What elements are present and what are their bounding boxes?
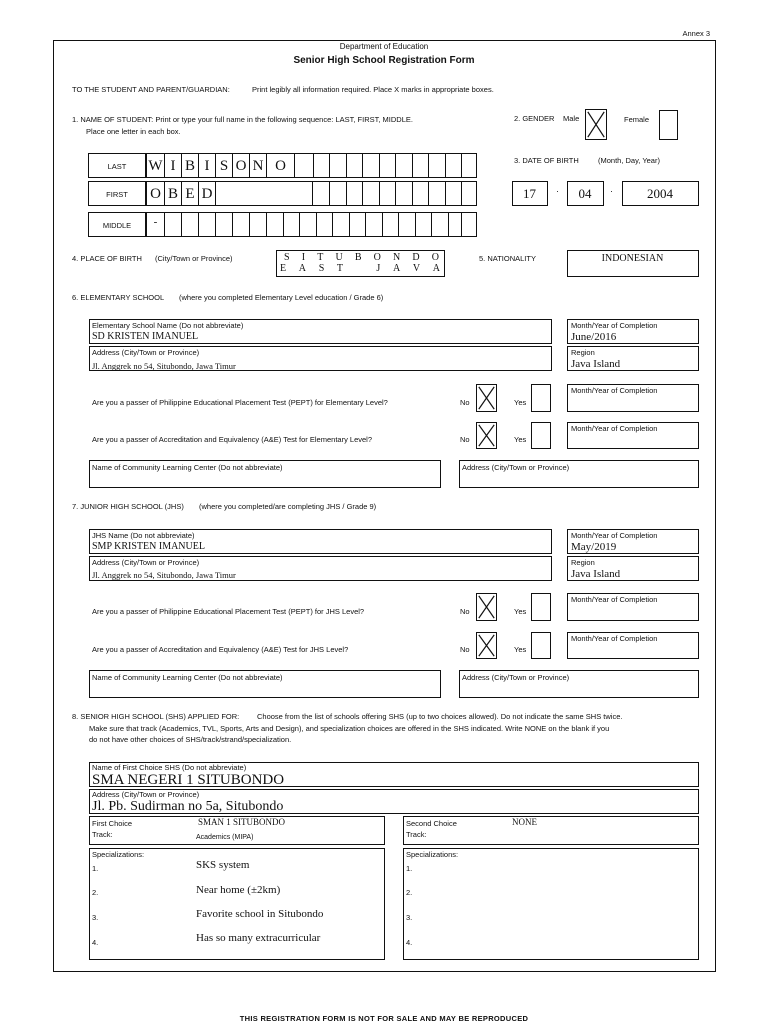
empty-cell — [396, 182, 413, 205]
last-name-label-box — [88, 153, 146, 178]
jhs-completion-label: Month/Year of Completion — [571, 531, 658, 540]
pob-box[interactable] — [276, 250, 445, 277]
empty-cell — [216, 182, 313, 205]
elem-pept-year-label: Month/Year of Completion — [571, 386, 658, 395]
spec-number: 3. — [92, 913, 99, 922]
jhs-completion-box[interactable] — [567, 529, 699, 554]
shs-section-label: 8. SENIOR HIGH SCHOOL (SHS) APPLIED FOR: — [72, 712, 240, 721]
pob-letter: O — [431, 252, 439, 263]
last-letter: W — [147, 154, 165, 177]
pob-letter: S — [284, 252, 290, 263]
shs-second-specs-box[interactable] — [403, 848, 699, 960]
empty-cell — [199, 213, 216, 236]
jhs-clc-address-label: Address (City/Town or Province) — [462, 673, 570, 682]
empty-cell — [216, 213, 233, 236]
jhs-pept-year-box[interactable] — [567, 593, 699, 621]
jhs-clc-box[interactable] — [89, 670, 441, 698]
spec-number: 3. — [406, 913, 413, 922]
spec-text: SKS system — [196, 859, 250, 871]
name-section-label: 1. NAME OF STUDENT: Print or type your full name in the following sequence: LAST, FIRST, MIDDLE. — [72, 115, 413, 124]
gender-male-label: Male — [563, 114, 580, 123]
elem-pept-no-checkbox[interactable] — [476, 384, 497, 412]
shs-first-choice-label: First Choice — [92, 819, 133, 828]
first-name-boxes[interactable] — [146, 181, 477, 206]
elem-address-value: Jl. Anggrek no 54, Situbondo, Jawa Timur — [92, 361, 236, 371]
pob-letter: O — [373, 252, 381, 263]
last-letter: I — [199, 154, 216, 177]
form-title: Senior High School Registration Form — [293, 55, 475, 66]
elem-pept-question: Are you a passer of Philippine Educational Placement Test (PEPT) for Elementary Level? — [92, 398, 388, 407]
jhs-pept-year-label: Month/Year of Completion — [571, 595, 658, 604]
gender-male-checkbox[interactable] — [585, 109, 607, 140]
empty-cell — [366, 213, 383, 236]
jhs-ae-question: Are you a passer of Accreditation and Equivalency (A&E) Test for JHS Level? — [92, 645, 349, 654]
empty-cell — [330, 182, 347, 205]
elem-pept-year-box[interactable] — [567, 384, 699, 412]
jhs-name-value: SMP KRISTEN IMANUEL — [92, 541, 205, 552]
dob-month: 04 — [578, 186, 592, 201]
instructions-text: Print legibly all information required. Place X marks in appropriate boxes. — [252, 85, 494, 94]
elem-completion-label: Month/Year of Completion — [571, 321, 658, 330]
spec-text: Has so many extracurricular — [196, 932, 321, 944]
elem-ae-no-label: No — [460, 435, 470, 444]
pob-letter: N — [393, 252, 401, 263]
empty-cell — [182, 213, 199, 236]
pob-spacer — [356, 263, 364, 274]
empty-cell — [363, 182, 380, 205]
jhs-clc-label: Name of Community Learning Center (Do not abbreviate) — [92, 673, 283, 682]
dob-day-box[interactable] — [512, 181, 548, 206]
last-letter: I — [165, 154, 182, 177]
shs-first-choice-value: SMAN 1 SITUBONDO — [198, 817, 286, 827]
elem-section-label: 6. ELEMENTARY SCHOOL — [72, 293, 165, 302]
pob-letter: A — [392, 263, 401, 274]
spec-number: 4. — [406, 938, 413, 947]
empty-cell — [347, 154, 363, 177]
middle-letter: - — [147, 213, 165, 236]
shs-first-track-label: Track: — [92, 830, 113, 839]
pob-hint: (City/Town or Province) — [155, 254, 233, 263]
last-letter: B — [182, 154, 199, 177]
pob-line1 — [284, 252, 439, 263]
jhs-ae-yes-label: Yes — [514, 645, 527, 654]
elem-region-value: Java Island — [571, 358, 621, 370]
shs-second-choice-box[interactable] — [403, 816, 699, 845]
empty-cell — [295, 154, 314, 177]
gender-female-checkbox[interactable] — [659, 110, 678, 140]
last-letter: O — [233, 154, 250, 177]
pob-letter: S — [318, 263, 325, 274]
last-letter: N — [250, 154, 267, 177]
shs-second-specs-label: Specializations: — [406, 850, 459, 859]
pob-letter: I — [301, 252, 306, 263]
first-name-label: FIRST — [106, 190, 128, 199]
pob-letter: D — [412, 252, 420, 263]
jhs-address-value: Jl. Anggrek no 54, Situbondo, Jawa Timur — [92, 570, 236, 580]
dob-label: 3. DATE OF BIRTH — [514, 156, 579, 165]
shs-first-name-label: Name of First Choice SHS (Do not abbreviate) — [92, 763, 247, 772]
jhs-pept-yes-checkbox[interactable] — [531, 593, 551, 621]
empty-cell — [429, 154, 446, 177]
empty-cell — [449, 213, 462, 236]
empty-cell — [284, 213, 300, 236]
pob-letter: T — [317, 252, 324, 263]
elem-clc-address-label: Address (City/Town or Province) — [462, 463, 570, 472]
middle-name-boxes[interactable] — [146, 212, 477, 237]
first-letter: O — [147, 182, 165, 205]
empty-cell — [330, 154, 347, 177]
spec-number: 2. — [406, 888, 413, 897]
jhs-address-box[interactable] — [89, 556, 552, 581]
jhs-ae-yes-checkbox[interactable] — [531, 632, 551, 659]
shs-first-name-value: SMA NEGERI 1 SITUBONDO — [92, 772, 285, 788]
elem-pept-yes-checkbox[interactable] — [531, 384, 551, 412]
first-letter: E — [182, 182, 199, 205]
empty-cell — [416, 213, 432, 236]
empty-cell — [383, 213, 399, 236]
name-section-sub: Place one letter in each box. — [86, 127, 181, 136]
jhs-pept-no-label: No — [460, 607, 470, 616]
shs-section-text2: Make sure that track (Academics, TVL, Sports, Arts and Design), and specialization choices are offered in the SHS indicated. Write NONE on the blank if you — [89, 724, 610, 733]
elem-ae-year-box[interactable] — [567, 422, 699, 449]
last-letter: S — [216, 154, 233, 177]
jhs-clc-address-box[interactable] — [459, 670, 699, 698]
empty-cell — [363, 154, 380, 177]
elem-ae-yes-label: Yes — [514, 435, 527, 444]
spec-number: 4. — [92, 938, 99, 947]
shs-first-specs-box[interactable] — [89, 848, 385, 960]
empty-cell — [233, 213, 250, 236]
nationality-box[interactable] — [567, 250, 699, 277]
jhs-ae-year-label: Month/Year of Completion — [571, 634, 658, 643]
jhs-pept-question: Are you a passer of Philippine Educational Placement Test (PEPT) for JHS Level? — [92, 607, 365, 616]
pob-letter: J — [376, 263, 381, 274]
pob-letter: T — [336, 263, 344, 274]
elem-region-label: Region — [571, 348, 595, 357]
last-name-label: LAST — [107, 162, 127, 171]
dob-year: 2004 — [647, 186, 673, 201]
elem-clc-label: Name of Community Learning Center (Do not abbreviate) — [92, 463, 283, 472]
jhs-address-label: Address (City/Town or Province) — [92, 558, 200, 567]
nationality-label: 5. NATIONALITY — [479, 254, 536, 263]
jhs-ae-no-label: No — [460, 645, 470, 654]
shs-first-name-box[interactable] — [89, 762, 699, 787]
instructions-label: TO THE STUDENT AND PARENT/GUARDIAN: — [72, 85, 230, 94]
empty-cell — [413, 182, 429, 205]
pob-letter: A — [432, 263, 440, 274]
pob-letter: B — [354, 252, 362, 263]
elem-address-label: Address (City/Town or Province) — [92, 348, 200, 357]
shs-first-track-value: Academics (MIPA) — [196, 834, 254, 841]
empty-cell — [333, 213, 350, 236]
last-name-boxes[interactable] — [146, 153, 477, 178]
dob-year-box[interactable] — [622, 181, 699, 206]
spec-number: 2. — [92, 888, 99, 897]
gender-label: 2. GENDER — [514, 114, 555, 123]
jhs-name-box[interactable] — [89, 529, 552, 554]
empty-cell — [313, 182, 330, 205]
department-name: Department of Education — [339, 42, 429, 51]
elem-name-label: Elementary School Name (Do not abbreviate) — [92, 321, 244, 330]
dob-separator: · — [556, 186, 559, 196]
middle-name-label-box — [88, 212, 146, 237]
spec-text: Near home (±2km) — [196, 884, 281, 896]
empty-cell — [446, 182, 462, 205]
gender-female-label: Female — [624, 115, 650, 124]
elem-name-value: SD KRISTEN IMANUEL — [92, 331, 199, 342]
jhs-section-label: 7. JUNIOR HIGH SCHOOL (JHS) — [72, 502, 184, 511]
pob-line2 — [280, 263, 440, 274]
elem-name-box[interactable] — [89, 319, 552, 344]
empty-cell — [317, 213, 333, 236]
x-mark-icon — [477, 423, 496, 448]
jhs-region-value: Java Island — [571, 568, 621, 580]
jhs-completion-value: May/2019 — [571, 541, 617, 553]
empty-cell — [432, 213, 449, 236]
footer-note: THIS REGISTRATION FORM IS NOT FOR SALE AND MAY BE REPRODUCED — [239, 1014, 529, 1023]
empty-cell — [165, 213, 182, 236]
empty-cell — [429, 182, 446, 205]
empty-cell — [380, 154, 396, 177]
empty-cell — [267, 213, 284, 236]
shs-second-choice-label: Second Choice — [406, 819, 457, 828]
dob-separator: · — [610, 186, 613, 196]
middle-name-label: MIDDLE — [102, 221, 132, 230]
elem-completion-box[interactable] — [567, 319, 699, 344]
dob-month-box[interactable] — [567, 181, 604, 206]
elem-address-box[interactable] — [89, 346, 552, 371]
spec-number: 1. — [92, 864, 99, 873]
jhs-ae-no-checkbox[interactable] — [476, 632, 497, 659]
jhs-section-hint: (where you completed/are completing JHS / Grade 9) — [199, 502, 377, 511]
dob-day: 17 — [523, 186, 536, 201]
elem-completion-value: June/2016 — [571, 331, 617, 343]
x-mark-icon — [477, 385, 496, 411]
x-mark-icon — [477, 594, 496, 620]
spec-number: 1. — [406, 864, 413, 873]
spec-text: Favorite school in Situbondo — [196, 908, 324, 920]
empty-cell — [347, 182, 363, 205]
empty-cell — [396, 154, 413, 177]
elem-ae-no-checkbox[interactable] — [476, 422, 497, 449]
annex-label: Annex 3 — [682, 29, 710, 38]
pob-letter: V — [412, 263, 421, 274]
elem-clc-address-box[interactable] — [459, 460, 699, 488]
elem-pept-no-label: No — [460, 398, 470, 407]
empty-cell — [250, 213, 267, 236]
elem-section-hint: (where you completed Elementary Level education / Grade 6) — [179, 293, 384, 302]
jhs-pept-yes-label: Yes — [514, 607, 527, 616]
x-mark-icon — [477, 633, 496, 658]
shs-section-text1: Choose from the list of schools offering SHS (up to two choices allowed). Do not indicate the same SHS twice. — [257, 712, 623, 721]
empty-cell — [399, 213, 416, 236]
first-letter: D — [199, 182, 216, 205]
empty-cell — [300, 213, 317, 236]
elem-region-box[interactable] — [567, 346, 699, 371]
first-letter: B — [165, 182, 182, 205]
empty-cell — [413, 154, 429, 177]
jhs-name-label: JHS Name (Do not abbreviate) — [92, 531, 195, 540]
shs-first-choice-box[interactable] — [89, 816, 385, 845]
shs-first-specs-label: Specializations: — [92, 850, 145, 859]
jhs-region-box[interactable] — [567, 556, 699, 581]
elem-ae-yes-checkbox[interactable] — [531, 422, 551, 449]
dob-format: (Month, Day, Year) — [598, 156, 660, 165]
first-name-label-box — [88, 181, 146, 206]
empty-cell — [314, 154, 330, 177]
elem-clc-box[interactable] — [89, 460, 441, 488]
elem-ae-year-label: Month/Year of Completion — [571, 424, 658, 433]
shs-first-address-value: Jl. Pb. Sudirman no 5a, Situbondo — [92, 799, 284, 814]
jhs-region-label: Region — [571, 558, 595, 567]
jhs-pept-no-checkbox[interactable] — [476, 593, 497, 621]
pob-letter: E — [280, 263, 287, 274]
last-letter: O — [267, 154, 295, 177]
form-bottom-line — [53, 971, 716, 972]
pob-label: 4. PLACE OF BIRTH — [72, 254, 142, 263]
empty-cell — [350, 213, 366, 236]
shs-section-text3: do not have other choices of SHS/track/strand/specialization. — [89, 735, 292, 744]
pob-letter: A — [298, 263, 307, 274]
elem-ae-question: Are you a passer of Accreditation and Equivalency (A&E) Test for Elementary Level? — [92, 435, 373, 444]
nationality-value: INDONESIAN — [601, 253, 664, 264]
empty-cell — [380, 182, 396, 205]
pob-letter: U — [335, 252, 343, 263]
shs-first-address-box[interactable] — [89, 789, 699, 814]
shs-second-track-label: Track: — [406, 830, 427, 839]
shs-second-choice-value: NONE — [512, 817, 537, 827]
jhs-ae-year-box[interactable] — [567, 632, 699, 659]
x-mark-icon — [586, 110, 606, 139]
elem-pept-yes-label: Yes — [514, 398, 527, 407]
shs-first-address-label: Address (City/Town or Province) — [92, 790, 200, 799]
empty-cell — [446, 154, 462, 177]
